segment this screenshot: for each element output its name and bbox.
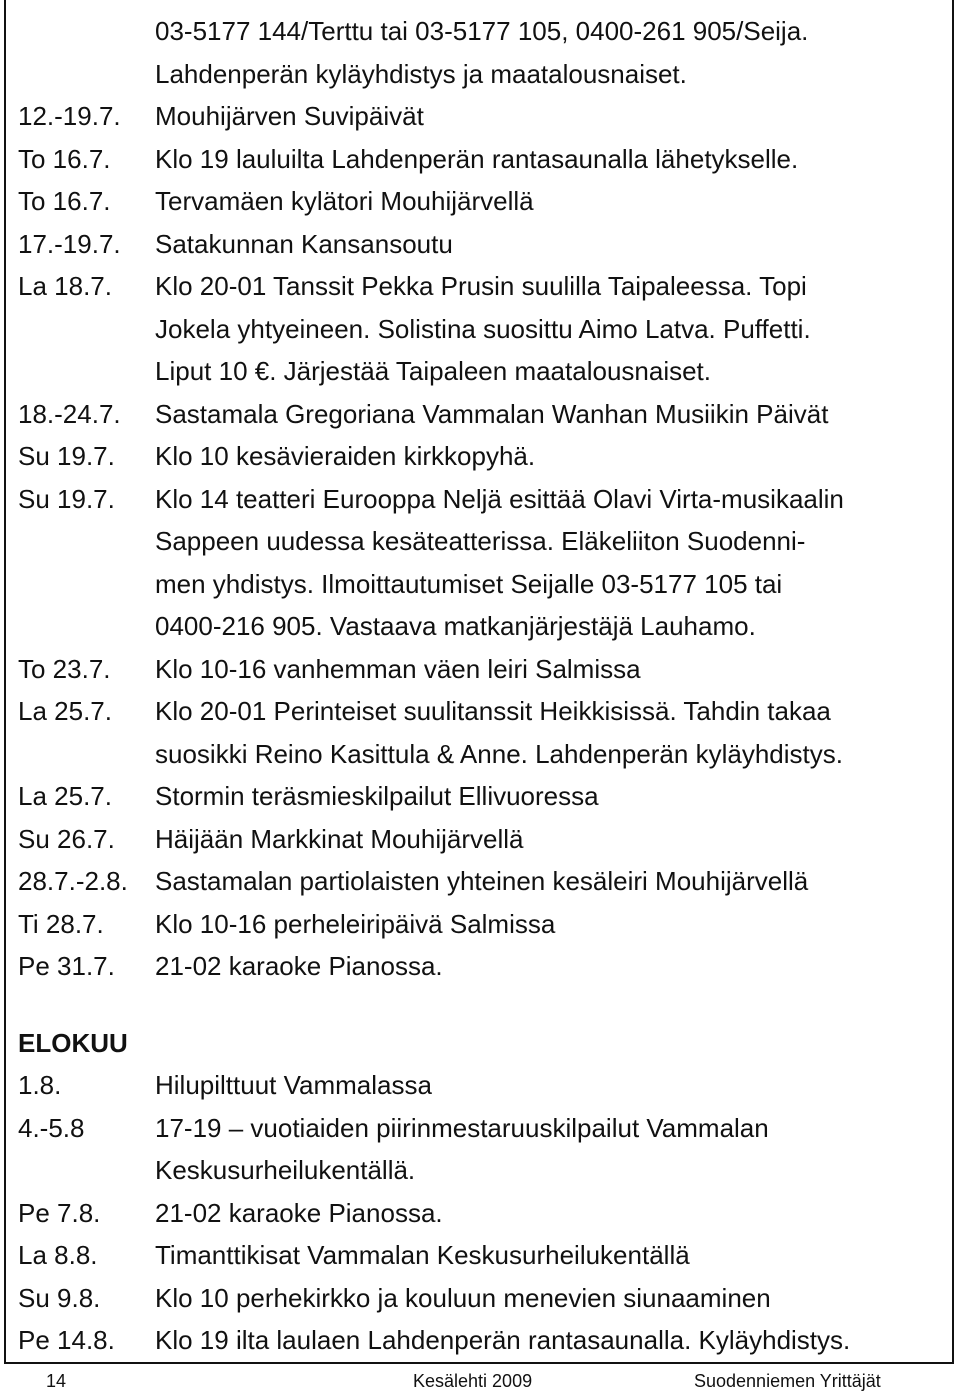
- event-date: La 25.7.: [18, 696, 112, 726]
- event-row: [18, 733, 948, 776]
- event-date: [18, 53, 155, 96]
- event-row: [18, 945, 948, 988]
- event-description: Klo 10-16 perheleiripäivä Salmissa: [155, 908, 556, 939]
- event-date: To 16.7.: [18, 143, 111, 174]
- event-row: [18, 903, 948, 946]
- event-row: [18, 605, 948, 648]
- event-description: suosikki Reino Kasittula & Anne. Lahdenperän kyläyhdistys.: [155, 738, 843, 769]
- event-description: 03-5177 144/Terttu tai 03-5177 105, 0400-261 905/Seija.: [155, 16, 809, 46]
- event-row: [18, 1234, 948, 1277]
- event-row: [18, 435, 948, 478]
- event-date: [18, 733, 155, 776]
- event-date: 12.-19.7.: [18, 101, 121, 131]
- event-description: Satakunnan Kansansoutu: [155, 228, 453, 259]
- event-row: [18, 180, 948, 223]
- august-heading: ELOKUU: [18, 1027, 128, 1058]
- event-row: [18, 53, 948, 96]
- event-row: [18, 350, 948, 393]
- event-description: Keskusurheilukentällä.: [155, 1155, 416, 1185]
- event-date: La 18.7.: [18, 271, 112, 301]
- event-description: Liput 10 €. Järjestää Taipaleen maatalousnaiset.: [155, 356, 712, 386]
- page-number: 14: [46, 1371, 67, 1391]
- event-description: Klo 20-01 Tanssit Pekka Prusin suulilla Taipaleessa. Topi: [155, 271, 807, 301]
- event-description: Klo 19 lauluilta Lahdenperän rantasaunalla lähetykselle.: [155, 143, 799, 174]
- event-row: [18, 818, 948, 861]
- event-row: [18, 1277, 948, 1320]
- event-row: [18, 860, 948, 903]
- event-date: [18, 605, 155, 648]
- event-row: [18, 478, 948, 521]
- august-events: [18, 1064, 948, 1362]
- event-description: Klo 14 teatteri Eurooppa Neljä esittää Olavi Virta-musikaalin: [155, 483, 844, 514]
- event-row: [18, 308, 948, 351]
- event-date: [18, 1149, 155, 1192]
- event-date: [18, 308, 155, 351]
- event-description: Jokela yhtyeineen. Solistina suosittu Aimo Latva. Puffetti.: [155, 313, 811, 344]
- event-date: To 23.7.: [18, 653, 111, 684]
- event-description: Sastamalan partiolaisten yhteinen kesäleiri Mouhijärvellä: [155, 866, 809, 896]
- event-date: Pe 7.8.: [18, 1197, 101, 1228]
- event-description: Häijään Markkinat Mouhijärvellä: [155, 823, 524, 854]
- event-date: Su 9.8.: [18, 1282, 101, 1313]
- event-description: Lahdenperän kyläyhdistys ja maatalousnaiset.: [155, 58, 687, 89]
- july-events: [18, 95, 948, 988]
- event-row: [18, 1149, 948, 1192]
- event-date: To 16.7.: [18, 186, 111, 216]
- event-row: [18, 648, 948, 691]
- page-footer: [0, 1366, 960, 1396]
- event-row: [18, 95, 948, 138]
- event-description: Klo 19 ilta laulaen Lahdenperän rantasaunalla. Kyläyhdistys.: [155, 1325, 851, 1355]
- event-date: La 8.8.: [18, 1240, 98, 1270]
- event-description: Sastamala Gregoriana Vammalan Wanhan Musiikin Päivät: [155, 398, 829, 429]
- event-date: [18, 563, 155, 606]
- event-description: 17-19 – vuotiaiden piirinmestaruuskilpailut Vammalan: [155, 1112, 769, 1143]
- event-description: Klo 10 kesävieraiden kirkkopyhä.: [155, 441, 536, 471]
- event-description: Klo 20-01 Perinteiset suulitanssit Heikkisissä. Tahdin takaa: [155, 696, 831, 726]
- event-date: Su 19.7.: [18, 441, 115, 471]
- event-date: 28.7.-2.8.: [18, 866, 128, 896]
- organization-name: Suodenniemen Yrittäjät: [694, 1371, 881, 1391]
- event-date: Su 19.7.: [18, 483, 115, 514]
- continuation-block: [18, 10, 948, 95]
- event-date: Pe 31.7.: [18, 951, 115, 981]
- event-date: [18, 10, 155, 53]
- event-row: [18, 1192, 948, 1235]
- event-row: [18, 393, 948, 436]
- event-date: Pe 14.8.: [18, 1325, 115, 1355]
- event-row: [18, 265, 948, 308]
- event-description: Klo 10 perhekirkko ja kouluun menevien siunaaminen: [155, 1282, 771, 1313]
- event-row: [18, 563, 948, 606]
- event-description: Tervamäen kylätori Mouhijärvellä: [155, 186, 534, 216]
- event-row: [18, 138, 948, 181]
- event-description: 21-02 karaoke Pianossa.: [155, 951, 443, 981]
- event-date: [18, 520, 155, 563]
- event-description: Stormin teräsmieskilpailut Ellivuoressa: [155, 781, 599, 811]
- event-row: [18, 1064, 948, 1107]
- event-row: [18, 775, 948, 818]
- event-date: La 25.7.: [18, 781, 112, 811]
- event-row: [18, 1107, 948, 1150]
- event-date: Ti 28.7.: [18, 908, 104, 939]
- event-date: 4.-5.8: [18, 1112, 85, 1143]
- event-description: Mouhijärven Suvipäivät: [155, 101, 424, 131]
- event-date: 1.8.: [18, 1070, 62, 1100]
- event-date: 17.-19.7.: [18, 228, 121, 259]
- event-calendar: [18, 10, 948, 1362]
- event-description: Klo 10-16 vanhemman väen leiri Salmissa: [155, 653, 641, 684]
- event-row: [18, 10, 948, 53]
- event-date: 18.-24.7.: [18, 398, 121, 429]
- publication-name: Kesälehti 2009: [413, 1371, 533, 1391]
- event-row: [18, 223, 948, 266]
- event-description: 0400-216 905. Vastaava matkanjärjestäjä Lauhamo.: [155, 611, 756, 641]
- event-date: [18, 350, 155, 393]
- event-row: [18, 1319, 948, 1362]
- event-description: Timanttikisat Vammalan Keskusurheilukentällä: [155, 1240, 690, 1270]
- event-row: [18, 690, 948, 733]
- event-date: Su 26.7.: [18, 823, 115, 854]
- event-description: 21-02 karaoke Pianossa.: [155, 1197, 443, 1228]
- event-row: [18, 520, 948, 563]
- event-description: Sappeen uudessa kesäteatterissa. Eläkeliiton Suodenni-: [155, 526, 806, 556]
- event-description: men yhdistys. Ilmoittautumiset Seijalle 03-5177 105 tai: [155, 568, 783, 599]
- event-description: Hilupilttuut Vammalassa: [155, 1070, 432, 1100]
